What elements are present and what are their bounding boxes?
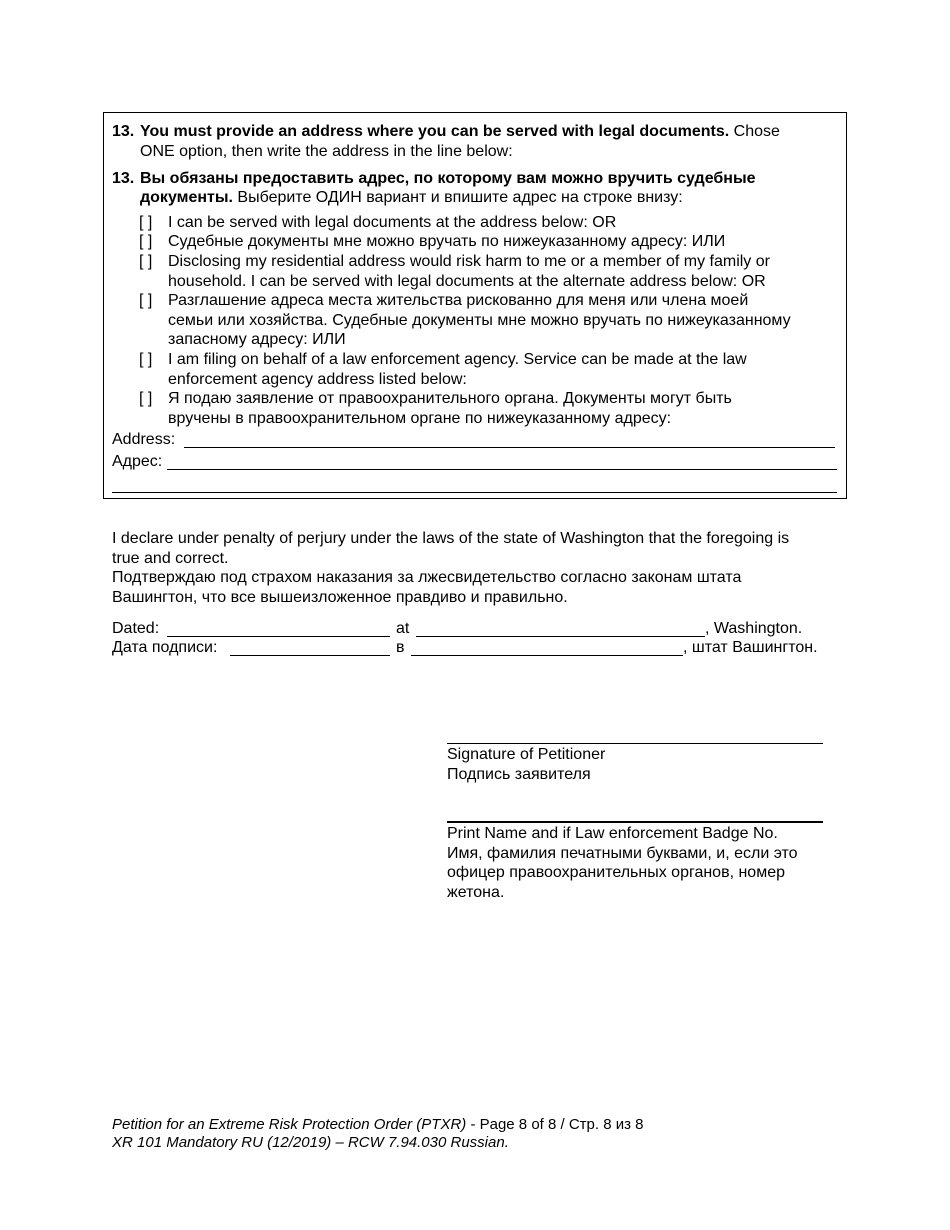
section-13-ru-bold-2: документы. (140, 189, 233, 206)
option-3-en-1: I am filing on behalf of a law enforcement agency. Service can be made at the law (168, 351, 747, 368)
option-2-en-1: Disclosing my residential address would risk harm to me or a member of my family or (168, 253, 770, 270)
footer-line-1 (112, 1116, 644, 1133)
option-2-ru-1: Разглашение адреса места жительства рискованно для меня или члена моей (168, 292, 749, 309)
checkbox-option-3[interactable]: [ ] (139, 351, 153, 368)
address-label-en: Address: (112, 431, 176, 448)
option-3-en-2: enforcement agency address listed below: (168, 371, 467, 388)
dated-label-ru: Дата подписи: (112, 639, 218, 656)
address-input-line-en[interactable] (184, 447, 835, 448)
at-label-en: at (396, 620, 410, 637)
section-13-ru-rest-2: Выберите ОДИН вариант и впишите адрес на строке внизу: (232, 189, 683, 206)
signature-line[interactable] (447, 743, 823, 744)
option-2-ru-3: запасному адресу: ИЛИ (168, 331, 346, 348)
section-13-en-bold: You must provide an address where you can be served with legal documents. (140, 123, 730, 140)
print-name-label-ru-1: Имя, фамилия печатными буквами, и, если это (447, 845, 798, 862)
section-13-en-heading (140, 123, 780, 141)
option-3-ru-1: Я подаю заявление от правоохранительного органа. Документы могут быть (168, 390, 732, 407)
declaration-en-2: true and correct. (112, 550, 229, 567)
declaration-ru-2: Вашингтон, что все вышеизложенное правдиво и правильно. (112, 589, 568, 606)
section-13-ru-line2 (140, 189, 683, 207)
washington-label-en: , Washington. (705, 620, 803, 637)
address-label-ru: Адрес: (112, 453, 163, 470)
option-2-ru-2: семьи или хозяйства. Судебные документы мне можно вручать по нижеуказанному (168, 312, 791, 329)
print-name-line[interactable] (447, 821, 823, 823)
footer-form-title: Petition for an Extreme Risk Protection Order (PTXR) (112, 1116, 467, 1133)
city-input-line-en[interactable] (416, 636, 705, 637)
option-1-ru: Судебные документы мне можно вручать по нижеуказанному адресу: ИЛИ (168, 233, 726, 250)
date-input-line-en[interactable] (167, 636, 390, 637)
checkbox-option-1-ru[interactable]: [ ] (139, 233, 153, 250)
footer-line-2: XR 101 Mandatory RU (12/2019) – RCW 7.94.030 Russian. (112, 1134, 509, 1151)
section-13-en-number: 13. (112, 123, 135, 140)
section-13-en-rest: Chose (729, 123, 780, 140)
checkbox-option-3-ru[interactable]: [ ] (139, 390, 153, 407)
address-input-line-ru[interactable] (167, 469, 837, 470)
print-name-label-en: Print Name and if Law enforcement Badge No. (447, 825, 778, 842)
section-13-ru-bold-1: Вы обязаны предоставить адрес, по которому вам можно вручить судебные (140, 170, 756, 187)
checkbox-option-2[interactable]: [ ] (139, 253, 153, 270)
section-13-en-line2: ONE option, then write the address in the line below: (140, 143, 513, 160)
option-1-en: I can be served with legal documents at the address below: OR (168, 214, 617, 231)
section-13-ru-number: 13. (112, 170, 135, 187)
checkbox-option-1[interactable]: [ ] (139, 214, 153, 231)
option-2-en-2: household. I can be served with legal documents at the alternate address below: OR (168, 273, 766, 290)
city-input-line-ru[interactable] (411, 655, 683, 656)
option-3-ru-2: вручены в правоохранительном органе по нижеуказанному адресу: (168, 410, 672, 427)
footer-page-info: - Page 8 of 8 / Стр. 8 из 8 (466, 1116, 644, 1133)
declaration-en-1: I declare under penalty of perjury under the laws of the state of Washington that the foregoing is (112, 530, 790, 547)
signature-label-ru: Подпись заявителя (447, 766, 591, 783)
signature-label-en: Signature of Petitioner (447, 746, 606, 763)
print-name-label-ru-2: офицер правоохранительных органов, номер (447, 864, 785, 881)
print-name-label-ru-3: жетона. (447, 884, 505, 901)
dated-label-en: Dated: (112, 620, 160, 637)
declaration-ru-1: Подтверждаю под страхом наказания за лжесвидетельство согласно законам штата (112, 569, 742, 586)
at-label-ru: в (396, 639, 405, 656)
address-input-line-extra[interactable] (112, 492, 837, 493)
checkbox-option-2-ru[interactable]: [ ] (139, 292, 153, 309)
washington-label-ru: , штат Вашингтон. (683, 639, 818, 656)
date-input-line-ru[interactable] (230, 655, 390, 656)
